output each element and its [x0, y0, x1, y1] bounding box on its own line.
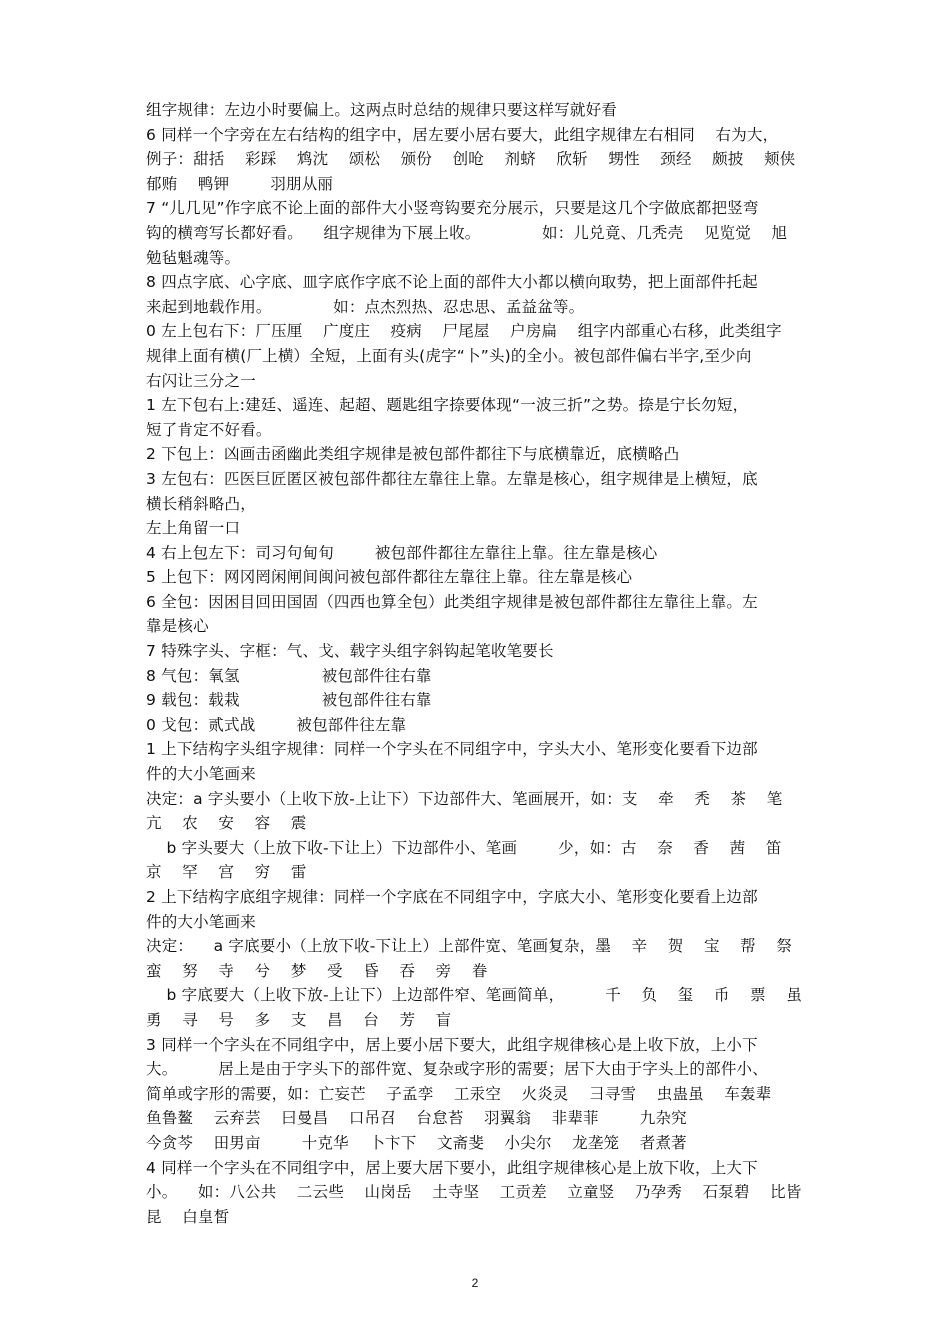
text-line: 昆 白皇皙: [146, 1207, 230, 1226]
text-line: 7 “儿几见”作字底不论上面的部件大小竖弯钩要充分展示，只要是这几个字做底都把竖弯: [146, 199, 759, 218]
page-number: 2: [471, 1276, 479, 1290]
text-line: 规律上面有横(厂上横）全短，上面有头(虎字“卜”头)的全小。被包部件偏右半字,至少向: [146, 346, 752, 365]
text-line: 京 罕 宫 穷 雷: [146, 863, 307, 882]
text-line: 小。 如：八公共 二云些 山岗岳 土寺坚 工贡差 立童竖 乃孕秀 石泵碧 比皆: [146, 1183, 802, 1202]
text-line: 简单或字形的需要，如：亡妄芒 子孟孪 工汞空 火炎灵 彐寻雪 虫蛊虽 车轰辈: [146, 1084, 772, 1103]
text-line: 6 全包：因困目回田国固（四西也算全包）此类组字规律是被包部件都往左靠往上靠。左: [146, 592, 758, 611]
text-line: 靠是核心: [146, 617, 209, 636]
text-line: 件的大小笔画来: [146, 912, 256, 931]
text-line: 右闪让三分之一: [146, 371, 256, 390]
text-line: b 字底要大（上收下放-上让下）上边部件窄、笔画简单， 千 负 玺 币 票 虽: [146, 986, 803, 1005]
text-line: 4 右上包左下：司习句甸旬 被包部件都往左靠往上靠。往左靠是核心: [146, 543, 658, 562]
text-line: 蛮 努 寺 兮 梦 受 昏 吞 旁 眷: [146, 961, 488, 980]
text-line: 来起到地载作用。 如：点杰烈热、忍忠思、孟益盆等。: [146, 297, 585, 316]
text-line: 勇 寻 号 多 支 昌 台 芳 盲: [146, 1010, 452, 1029]
text-line: 例子：甜括 彩踩 鸩沈 颂松 颁份 创呛 剂蛴 欣斩 甥性 颈经 颇披 颊侠: [146, 150, 796, 169]
document-body: [146, 98, 818, 1229]
text-line: 3 同样一个字头在不同组字中，居上要小居下要大，此组字规律核心是上收下放，上小下: [146, 1035, 758, 1054]
text-line: 7 特殊字头、字框：气、戈、载字头组字斜钩起笔收笔要长: [146, 642, 554, 661]
text-line: 件的大小笔画来: [146, 765, 256, 784]
text-line: 4 同样一个字头在不同组字中，居上要大居下要小，此组字规律核心是上放下收，上大下: [146, 1158, 758, 1177]
text-line: 9 载包：载栽 被包部件往右靠: [146, 691, 432, 710]
text-line: 短了肯定不好看。: [146, 420, 272, 439]
text-line: 6 同样一个字旁在左右结构的组字中，居左要小居右要大，此组字规律左右相同 右为大，: [146, 125, 779, 144]
text-line: 横长稍斜略凸，: [146, 494, 256, 513]
text-line: 决定：a 字头要小（上收下放-上让下）下边部件大、笔画展开，如：支 牵 秃 茶 笔: [146, 789, 783, 808]
text-line: 2 上下结构字底组字规律：同样一个字底在不同组字中，字底大小、笔形变化要看上边部: [146, 888, 758, 906]
text-line: 5 上包下：网冈罔闲闸间闽问被包部件都往左靠往上靠。往左靠是核心: [146, 568, 633, 587]
text-line: 决定： a 字底要小（上放下收-下让上）上部件宽、笔画复杂，墨 辛 贺 宝 帮 祭: [146, 937, 793, 956]
text-line: 3 左包右：匹医巨匠匿区被包部件都往左靠往上靠。左靠是核心，组字规律是上横短，底: [146, 469, 758, 488]
text-line: 勉毡魁魂等。: [146, 248, 241, 267]
text-line: 1 左下包右上:建廷、遥连、起超、题匙组字捺要体现“一波三折”之势。捺是宁长勿短，: [146, 396, 749, 415]
text-line: 2 下包上：凶画击函幽此类组字规律是被包部件都往下与底横靠近，底横略凸: [146, 445, 680, 464]
text-line: 8 气包：氧氢 被包部件往右靠: [146, 666, 432, 685]
text-line: b 字头要大（上放下收-下让上）下边部件小、笔画 少，如：古 奈 香 茜 笛: [146, 838, 782, 857]
text-line: 8 四点字底、心字底、皿字底作字底不论上面的部件大小都以横向取势，把上面部件托起: [146, 273, 758, 292]
text-line: 0 戈包：贰式战 被包部件往左靠: [146, 715, 407, 734]
text-line: 郁贿 鸭钾 羽朋从丽: [146, 174, 334, 193]
text-line: 鱼鲁鳌 云弃芸 曰曼昌 口吊召 台怠苔 羽翼翁 非辈菲 九杂究: [146, 1109, 687, 1128]
text-line: 左上角留一口: [146, 519, 241, 538]
text-line: 0 左上包右下：厂压厘 广度庄 疫病 尸尾屋 户房扁 组字内部重心右移，此类组字: [146, 322, 782, 341]
text-line: 1 上下结构字头组字规律：同样一个字头在不同组字中，字头大小、笔形变化要看下边部: [146, 740, 758, 759]
text-line: 钩的横弯写长都好看。 组字规律为下展上收。 如：儿兑竟、几秃壳 见览觉 旭: [146, 223, 788, 242]
text-line: 亢 农 安 容 震: [146, 814, 307, 833]
text-line: 今贪芩 田男亩 十克华 卜卞下 文斋斐 小尖尔 龙垄笼 者煮著: [146, 1133, 687, 1152]
text-line: 大。 居上是由于字头下的部件宽、复杂或字形的需要；居下大由于字头上的部件小、: [146, 1060, 768, 1079]
text-line: 组字规律：左边小时要偏上。这两点时总结的规律只要这样写就好看: [146, 101, 618, 119]
